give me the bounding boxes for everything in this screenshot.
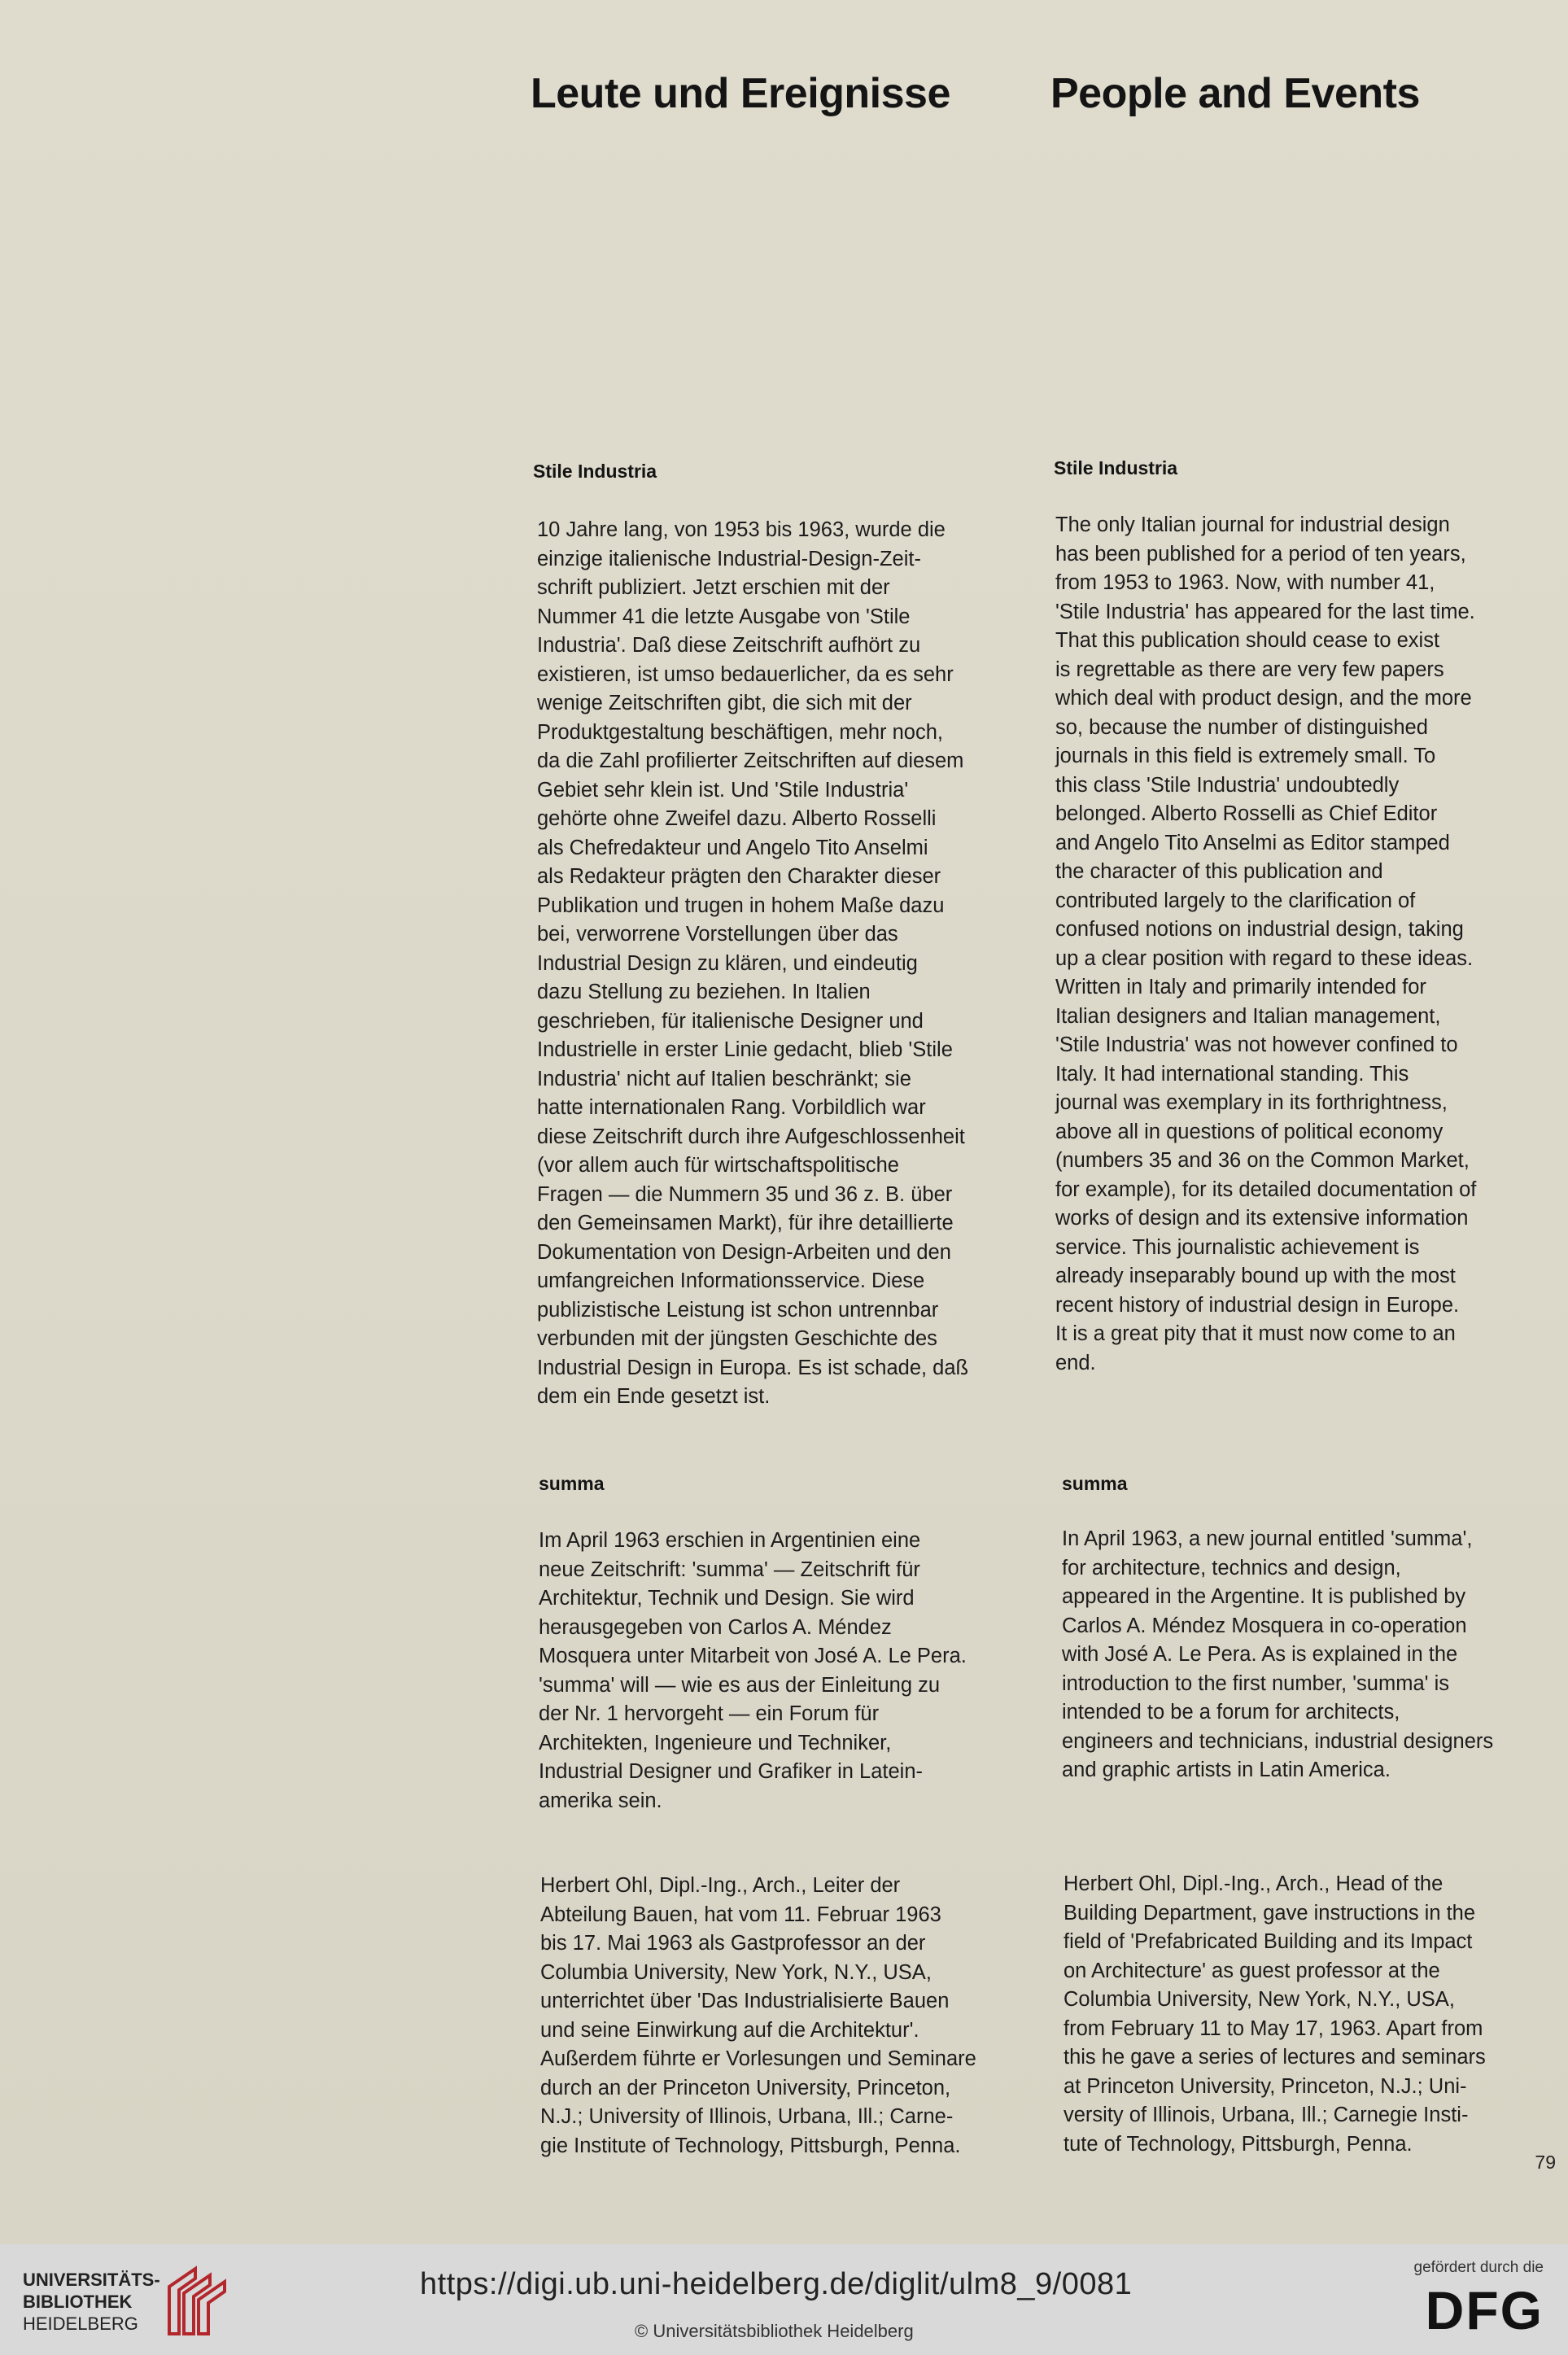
dfg-logo: DFG [1425,2280,1544,2340]
stile-heading-german: Stile Industria [533,461,657,482]
page-number: 79 [1535,2152,1556,2173]
stile-heading-english: Stile Industria [1054,457,1178,478]
summa-heading-german: summa [539,1473,605,1494]
library-logo[interactable] [23,2262,234,2340]
summa-heading-english: summa [1062,1473,1128,1494]
ub-heidelberg-logo-icon [163,2262,236,2340]
stile-text-english: The only Italian journal for industrial design has been published for a period of ten years, from 1953 to 1963. Now, with number 41, 'Stile Industria' has appeared for the last time. That this publication should cease to exist is regrettable as there are very few papers which deal with product design, and the more so, because the number of distinguished journals in this field is extremely small. To this class 'Stile Industria' undoubtedly belonged. Alberto Rosselli as Chief Editor and Angelo Tito Anselmi as Editor stamped the character of this publication and contributed largely to the clarification of confused notions on industrial design, taking up a clear position with regard to these ideas. Written in Italy and primarily intended for Italian designers and Italian management, 'Stile Industria' was not however confined to Italy. It had international standing. This journal was exemplary in its forthrightness, above all in questions of political economy (numbers 35 and 36 on the Common Market, for example), for its detailed documentation of works of design and its extensive information service. This journalistic achievement is already inseparably bound up with the most recent history of industrial design in Europe. It is a great pity that it must now come to an end. [1055,513,1477,1374]
library-name-line2: BIBLIOTHEK [23,2292,133,2312]
page-title-german: Leute und Ereignisse [531,70,950,117]
funded-by-label: gefördert durch die [1413,2259,1544,2276]
library-name-line3: HEIDELBERG [23,2313,138,2334]
stile-text-german: 10 Jahre lang, von 1953 bis 1963, wurde die einzige italienische Industrial-Design-Zeit- schrift publiziert. Jetzt erschien mit der Nummer 41 die letzte Ausgabe von 'Stile Industria'. Daß diese Zeitschrift aufhört zu existieren, ist umso bedauerlicher, da es sehr wenige Zeitschriften gibt, die sich mit der Produktgestaltung beschäftigen, mehr noch, da die Zahl profilierter Zeitschriften auf diesem Gebiet sehr klein ist. Und 'Stile Industria' gehörte ohne Zweifel dazu. Alberto Rosselli als Chefredakteur und Angelo Tito Anselmi als Redakteur prägten den Charakter dieser Publikation und trugen in hohem Maße dazu bei, verworrene Vorstellungen über das Industrial Design zu klären, und eindeutig dazu Stellung zu beziehen. In Italien geschrieben, für italienische Designer und Industrielle in erster Linie gedacht, blieb 'Stile Industria' nicht auf Italien beschränkt; sie hatte internationalen Rang. Vorbildlich war diese Zeitschrift durch ihre Aufgeschlossenheit (vor allem auch für wirtschaftspolitische Fragen — die Nummern 35 und 36 z. B. über den Gemeinsamen Markt), für ihre detaillierte Dokumentation von Design-Arbeiten und den umfangreichen Informationsservice. Diese publizistische Leistung ist schon untrennbar verbunden mit der jüngsten Geschichte des Industrial Design in Europa. Es ist schade, daß dem ein Ende gesetzt ist. [537,518,969,1408]
summa-text-english: In April 1963, a new journal entitled 'summa', for architecture, technics and design, appeared in the Argentine. It is published by Carlos A. Méndez Mosquera in co-operation with José A. Le Pera. As is explained in the introduction to the first number, 'summa' is intended to be a forum for architects, engineers and technicians, industrial designers and graphic artists in Latin America. [1062,1527,1494,1781]
ohl-text-english: Herbert Ohl, Dipl.-Ing., Arch., Head of the Building Department, gave instructions in the field of 'Prefabricated Building and its Impact on Architecture' as guest professor at the Columbia University, New York, N.Y., USA, from February 11 to May 17, 1963. Apart from this he gave a series of lectures and seminars at Princeton University, Princeton, N.J.; Uni- versity of Illinois, Urbana, Ill.; Carnegie Insti- tute of Technology, Pittsburgh, Penna. [1064,1872,1486,2156]
footer-bar [0,2244,1568,2355]
permalink-url[interactable]: https://digi.ub.uni-heidelberg.de/diglit/ulm8_9/0081 [420,2267,1133,2301]
library-name [23,2269,160,2335]
summa-text-german: Im April 1963 erschien in Argentinien eine neue Zeitschrift: 'summa' — Zeitschrift für Architektur, Technik und Design. Sie wird herausgegeben von Carlos A. Méndez Mosquera unter Mitarbeit von José A. Le Pera. 'summa' will — wie es aus der Einleitung zu der Nr. 1 hervorgeht — ein Forum für Architekten, Ingenieure und Techniker, Industrial Designer und Grafiker in Latein- amerika sein. [539,1529,967,1812]
dfg-funding-logo[interactable] [1365,2259,1544,2340]
copyright-notice: © Universitätsbibliothek Heidelberg [635,2321,914,2341]
page-title-english: People and Events [1050,70,1420,117]
ohl-text-german: Herbert Ohl, Dipl.-Ing., Arch., Leiter der Abteilung Bauen, hat vom 11. Februar 1963 bis 17. Mai 1963 als Gastprofessor an der Columbia University, New York, N.Y., USA, unterrichtet über 'Das Industrialisierte Bauen und seine Einwirkung auf die Architektur'. Außerdem führte er Vorlesungen und Seminare durch an der Princeton University, Princeton, N.J.; University of Illinois, Urbana, Ill.; Carne- gie Institute of Technology, Pittsburgh, Penna. [540,1874,976,2157]
library-name-line1: UNIVERSITÄTS- [23,2270,160,2290]
